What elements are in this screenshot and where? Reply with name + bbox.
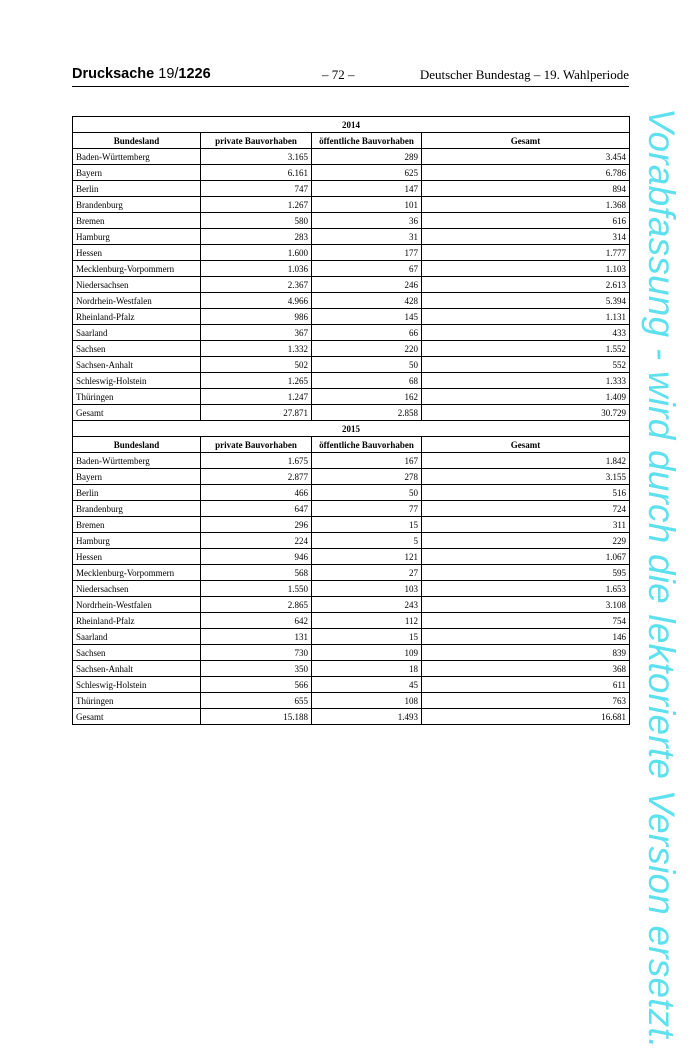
value-cell: 1.247 bbox=[201, 389, 312, 405]
column-header-row bbox=[73, 133, 630, 149]
state-name-cell: Hessen bbox=[73, 549, 201, 565]
state-name-cell: Baden-Württemberg bbox=[73, 149, 201, 165]
value-cell: 45 bbox=[312, 677, 422, 693]
value-cell: 311 bbox=[422, 517, 630, 533]
value-cell: 595 bbox=[422, 565, 630, 581]
table-row bbox=[73, 549, 630, 565]
value-cell: 220 bbox=[312, 341, 422, 357]
state-name-cell: Baden-Württemberg bbox=[73, 453, 201, 469]
value-cell: 754 bbox=[422, 613, 630, 629]
state-name-cell: Saarland bbox=[73, 325, 201, 341]
table-row bbox=[73, 197, 630, 213]
table-row bbox=[73, 693, 630, 709]
value-cell: 16.681 bbox=[422, 709, 630, 725]
value-cell: 296 bbox=[201, 517, 312, 533]
value-cell: 839 bbox=[422, 645, 630, 661]
value-cell: 986 bbox=[201, 309, 312, 325]
value-cell: 1.265 bbox=[201, 373, 312, 389]
value-cell: 724 bbox=[422, 501, 630, 517]
table-row bbox=[73, 533, 630, 549]
value-cell: 15.188 bbox=[201, 709, 312, 725]
state-name-cell: Sachsen-Anhalt bbox=[73, 357, 201, 373]
value-cell: 894 bbox=[422, 181, 630, 197]
state-name-cell: Schleswig-Holstein bbox=[73, 373, 201, 389]
document-number bbox=[72, 66, 211, 82]
value-cell: 6.161 bbox=[201, 165, 312, 181]
state-name-cell: Berlin bbox=[73, 485, 201, 501]
value-cell: 101 bbox=[312, 197, 422, 213]
construction-projects-table bbox=[72, 116, 630, 725]
column-header: öffentliche Bauvorhaben bbox=[312, 133, 422, 149]
value-cell: 3.454 bbox=[422, 149, 630, 165]
state-name-cell: Sachsen bbox=[73, 645, 201, 661]
table-body bbox=[73, 117, 630, 725]
value-cell: 112 bbox=[312, 613, 422, 629]
value-cell: 2.877 bbox=[201, 469, 312, 485]
value-cell: 466 bbox=[201, 485, 312, 501]
value-cell: 642 bbox=[201, 613, 312, 629]
doc-number: 1226 bbox=[178, 66, 211, 82]
table-row bbox=[73, 325, 630, 341]
value-cell: 1.842 bbox=[422, 453, 630, 469]
value-cell: 2.367 bbox=[201, 277, 312, 293]
table-row bbox=[73, 389, 630, 405]
value-cell: 625 bbox=[312, 165, 422, 181]
value-cell: 2.613 bbox=[422, 277, 630, 293]
page-header bbox=[72, 66, 629, 87]
table-row bbox=[73, 677, 630, 693]
value-cell: 18 bbox=[312, 661, 422, 677]
page-number: – 72 – bbox=[322, 67, 355, 82]
table-row bbox=[73, 501, 630, 517]
value-cell: 108 bbox=[312, 693, 422, 709]
year-header-row bbox=[73, 421, 630, 437]
table-row bbox=[73, 165, 630, 181]
value-cell: 5 bbox=[312, 533, 422, 549]
state-name-cell: Bremen bbox=[73, 517, 201, 533]
value-cell: 3.155 bbox=[422, 469, 630, 485]
column-header: private Bauvorhaben bbox=[201, 437, 312, 453]
value-cell: 77 bbox=[312, 501, 422, 517]
value-cell: 278 bbox=[312, 469, 422, 485]
table-row bbox=[73, 629, 630, 645]
value-cell: 350 bbox=[201, 661, 312, 677]
state-name-cell: Rheinland-Pfalz bbox=[73, 309, 201, 325]
value-cell: 946 bbox=[201, 549, 312, 565]
value-cell: 145 bbox=[312, 309, 422, 325]
value-cell: 1.777 bbox=[422, 245, 630, 261]
table-row bbox=[73, 405, 630, 421]
value-cell: 580 bbox=[201, 213, 312, 229]
state-name-cell: Gesamt bbox=[73, 405, 201, 421]
value-cell: 67 bbox=[312, 261, 422, 277]
table-row bbox=[73, 517, 630, 533]
value-cell: 428 bbox=[312, 293, 422, 309]
value-cell: 27 bbox=[312, 565, 422, 581]
value-cell: 3.108 bbox=[422, 597, 630, 613]
value-cell: 177 bbox=[312, 245, 422, 261]
value-cell: 146 bbox=[422, 629, 630, 645]
value-cell: 2.865 bbox=[201, 597, 312, 613]
value-cell: 283 bbox=[201, 229, 312, 245]
value-cell: 131 bbox=[201, 629, 312, 645]
year-label: 2014 bbox=[73, 117, 630, 133]
state-name-cell: Schleswig-Holstein bbox=[73, 677, 201, 693]
value-cell: 502 bbox=[201, 357, 312, 373]
table-row bbox=[73, 261, 630, 277]
value-cell: 314 bbox=[422, 229, 630, 245]
value-cell: 1.368 bbox=[422, 197, 630, 213]
table-row bbox=[73, 357, 630, 373]
value-cell: 243 bbox=[312, 597, 422, 613]
value-cell: 763 bbox=[422, 693, 630, 709]
table-row bbox=[73, 581, 630, 597]
value-cell: 121 bbox=[312, 549, 422, 565]
value-cell: 566 bbox=[201, 677, 312, 693]
column-header-row bbox=[73, 437, 630, 453]
state-name-cell: Hamburg bbox=[73, 533, 201, 549]
state-name-cell: Hessen bbox=[73, 245, 201, 261]
table-row bbox=[73, 341, 630, 357]
value-cell: 1.067 bbox=[422, 549, 630, 565]
state-name-cell: Brandenburg bbox=[73, 501, 201, 517]
value-cell: 730 bbox=[201, 645, 312, 661]
value-cell: 1.409 bbox=[422, 389, 630, 405]
value-cell: 68 bbox=[312, 373, 422, 389]
value-cell: 27.871 bbox=[201, 405, 312, 421]
year-label: 2015 bbox=[73, 421, 630, 437]
table-row bbox=[73, 181, 630, 197]
value-cell: 568 bbox=[201, 565, 312, 581]
value-cell: 4.966 bbox=[201, 293, 312, 309]
value-cell: 655 bbox=[201, 693, 312, 709]
value-cell: 1.552 bbox=[422, 341, 630, 357]
value-cell: 1.267 bbox=[201, 197, 312, 213]
column-header: Bundesland bbox=[73, 133, 201, 149]
state-name-cell: Mecklenburg-Vorpommern bbox=[73, 261, 201, 277]
table-row bbox=[73, 565, 630, 581]
value-cell: 66 bbox=[312, 325, 422, 341]
table-row bbox=[73, 293, 630, 309]
column-header: Gesamt bbox=[422, 437, 630, 453]
value-cell: 3.165 bbox=[201, 149, 312, 165]
value-cell: 1.333 bbox=[422, 373, 630, 389]
value-cell: 103 bbox=[312, 581, 422, 597]
value-cell: 616 bbox=[422, 213, 630, 229]
value-cell: 162 bbox=[312, 389, 422, 405]
state-name-cell: Sachsen bbox=[73, 341, 201, 357]
value-cell: 747 bbox=[201, 181, 312, 197]
year-header-row bbox=[73, 117, 630, 133]
value-cell: 516 bbox=[422, 485, 630, 501]
value-cell: 1.675 bbox=[201, 453, 312, 469]
value-cell: 1.103 bbox=[422, 261, 630, 277]
column-header: Bundesland bbox=[73, 437, 201, 453]
value-cell: 167 bbox=[312, 453, 422, 469]
value-cell: 368 bbox=[422, 661, 630, 677]
state-name-cell: Nordrhein-Westfalen bbox=[73, 293, 201, 309]
value-cell: 224 bbox=[201, 533, 312, 549]
table-row bbox=[73, 485, 630, 501]
table-row bbox=[73, 645, 630, 661]
table-row bbox=[73, 613, 630, 629]
value-cell: 552 bbox=[422, 357, 630, 373]
table-row bbox=[73, 709, 630, 725]
table-row bbox=[73, 213, 630, 229]
state-name-cell: Brandenburg bbox=[73, 197, 201, 213]
value-cell: 31 bbox=[312, 229, 422, 245]
value-cell: 36 bbox=[312, 213, 422, 229]
state-name-cell: Gesamt bbox=[73, 709, 201, 725]
state-name-cell: Berlin bbox=[73, 181, 201, 197]
column-header: Gesamt bbox=[422, 133, 630, 149]
state-name-cell: Thüringen bbox=[73, 693, 201, 709]
value-cell: 15 bbox=[312, 629, 422, 645]
value-cell: 1.332 bbox=[201, 341, 312, 357]
state-name-cell: Hamburg bbox=[73, 229, 201, 245]
value-cell: 433 bbox=[422, 325, 630, 341]
doc-label: Drucksache bbox=[72, 66, 155, 82]
table-row bbox=[73, 149, 630, 165]
value-cell: 2.858 bbox=[312, 405, 422, 421]
table-row bbox=[73, 469, 630, 485]
value-cell: 246 bbox=[312, 277, 422, 293]
value-cell: 229 bbox=[422, 533, 630, 549]
state-name-cell: Niedersachsen bbox=[73, 581, 201, 597]
table-row bbox=[73, 373, 630, 389]
state-name-cell: Sachsen-Anhalt bbox=[73, 661, 201, 677]
table-row bbox=[73, 245, 630, 261]
value-cell: 1.550 bbox=[201, 581, 312, 597]
value-cell: 5.394 bbox=[422, 293, 630, 309]
state-name-cell: Mecklenburg-Vorpommern bbox=[73, 565, 201, 581]
value-cell: 647 bbox=[201, 501, 312, 517]
table-row bbox=[73, 597, 630, 613]
value-cell: 1.600 bbox=[201, 245, 312, 261]
value-cell: 30.729 bbox=[422, 405, 630, 421]
value-cell: 147 bbox=[312, 181, 422, 197]
value-cell: 6.786 bbox=[422, 165, 630, 181]
value-cell: 15 bbox=[312, 517, 422, 533]
state-name-cell: Rheinland-Pfalz bbox=[73, 613, 201, 629]
value-cell: 289 bbox=[312, 149, 422, 165]
value-cell: 50 bbox=[312, 485, 422, 501]
table-row bbox=[73, 453, 630, 469]
table-row bbox=[73, 661, 630, 677]
table-row bbox=[73, 309, 630, 325]
draft-watermark: Vorabfassung - wird durch die lektorierte Version ersetzt. bbox=[641, 108, 682, 1048]
value-cell: 611 bbox=[422, 677, 630, 693]
table-row bbox=[73, 277, 630, 293]
value-cell: 109 bbox=[312, 645, 422, 661]
state-name-cell: Nordrhein-Westfalen bbox=[73, 597, 201, 613]
value-cell: 1.493 bbox=[312, 709, 422, 725]
state-name-cell: Niedersachsen bbox=[73, 277, 201, 293]
state-name-cell: Bremen bbox=[73, 213, 201, 229]
value-cell: 1.036 bbox=[201, 261, 312, 277]
state-name-cell: Saarland bbox=[73, 629, 201, 645]
value-cell: 1.131 bbox=[422, 309, 630, 325]
value-cell: 367 bbox=[201, 325, 312, 341]
value-cell: 50 bbox=[312, 357, 422, 373]
value-cell: 1.653 bbox=[422, 581, 630, 597]
table-row bbox=[73, 229, 630, 245]
column-header: private Bauvorhaben bbox=[201, 133, 312, 149]
state-name-cell: Bayern bbox=[73, 165, 201, 181]
state-name-cell: Thüringen bbox=[73, 389, 201, 405]
column-header: öffentliche Bauvorhaben bbox=[312, 437, 422, 453]
parliament-title: Deutscher Bundestag – 19. Wahlperiode bbox=[419, 67, 629, 82]
doc-number-prefix: 19/ bbox=[158, 66, 179, 82]
state-name-cell: Bayern bbox=[73, 469, 201, 485]
